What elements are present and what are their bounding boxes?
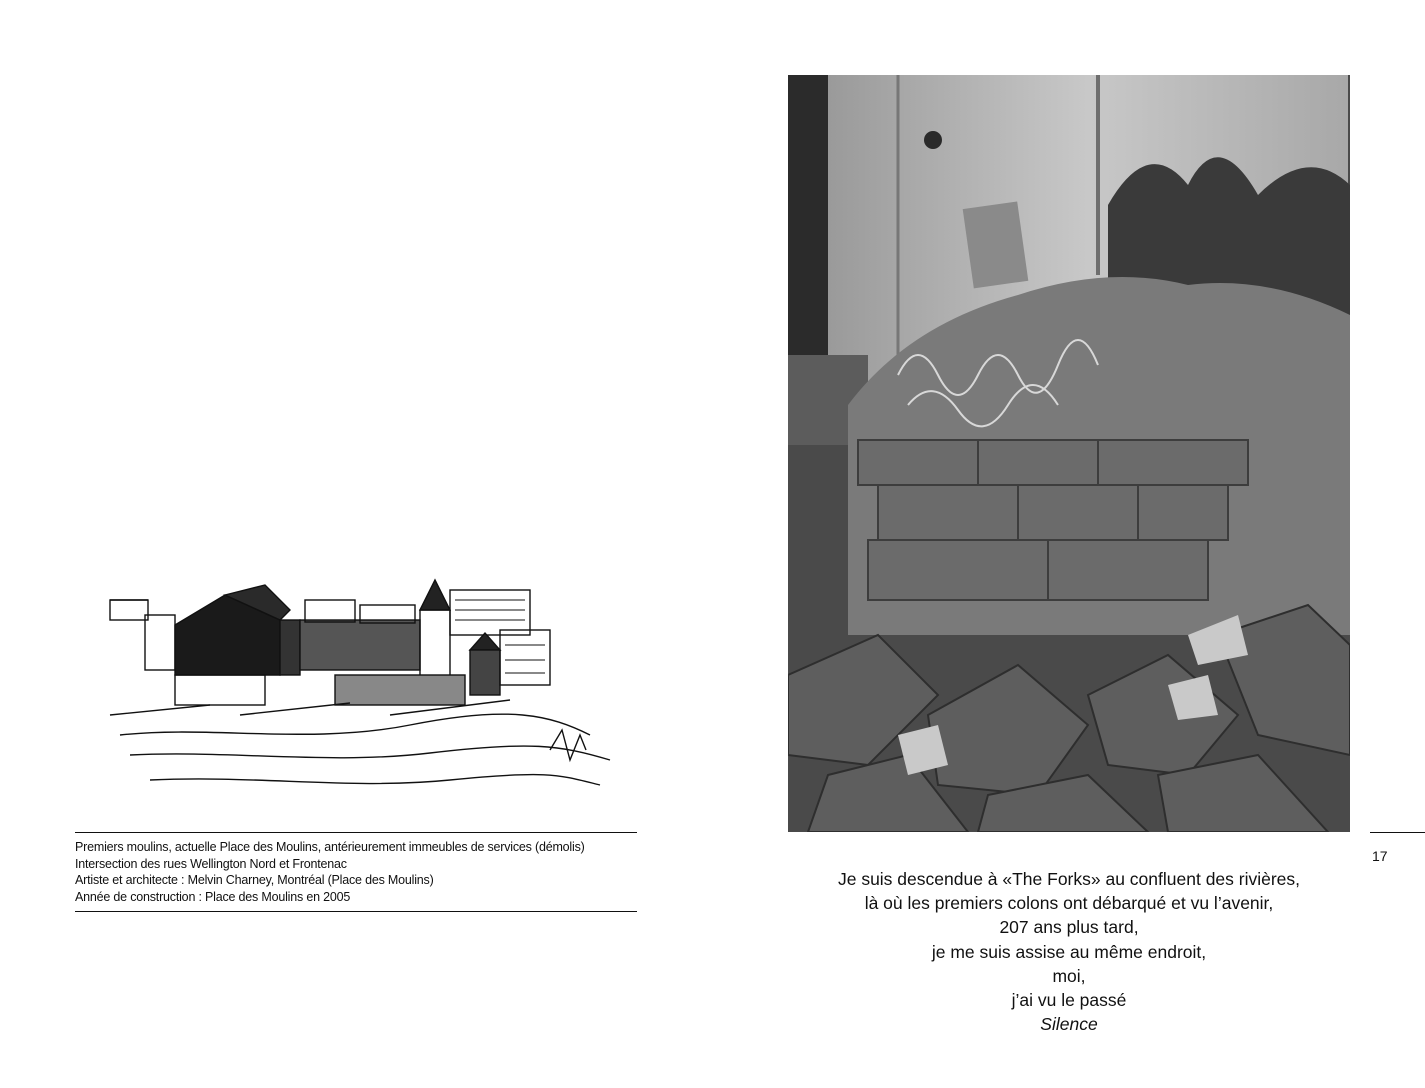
poem-line-silence: Silence	[1040, 1014, 1098, 1035]
caption-line: Année de construction : Place des Moulins en 2005	[75, 889, 351, 904]
page-number: 17	[1372, 848, 1388, 864]
stone-ruins-photo	[788, 75, 1350, 832]
page-number-rule	[1370, 832, 1425, 833]
caption-line: Artiste et architecte : Melvin Charney, Montréal (Place des Moulins)	[75, 873, 434, 887]
right-page	[712, 0, 1425, 1088]
caption-line: Intersection des rues Wellington Nord et Frontenac	[75, 856, 347, 871]
poem-line: moi,	[1052, 965, 1086, 986]
mill-buildings-sketch	[90, 575, 628, 810]
poem-line: là où les premiers colons ont débarqué et vu l’avenir,	[864, 893, 1274, 914]
left-page	[0, 0, 712, 1088]
sketch-caption	[75, 832, 637, 912]
poem-line: Je suis descendue à «The Forks» au confluent des rivières,	[837, 869, 1301, 889]
poem-line: j’ai vu le passé	[1011, 990, 1127, 1011]
poem-line: 207 ans plus tard,	[999, 917, 1139, 938]
caption-line: Premiers moulins, actuelle Place des Moulins, antérieurement immeubles de services (démolis)	[75, 840, 585, 854]
poem	[788, 867, 1350, 1036]
poem-line: je me suis assise au même endroit,	[931, 941, 1207, 962]
